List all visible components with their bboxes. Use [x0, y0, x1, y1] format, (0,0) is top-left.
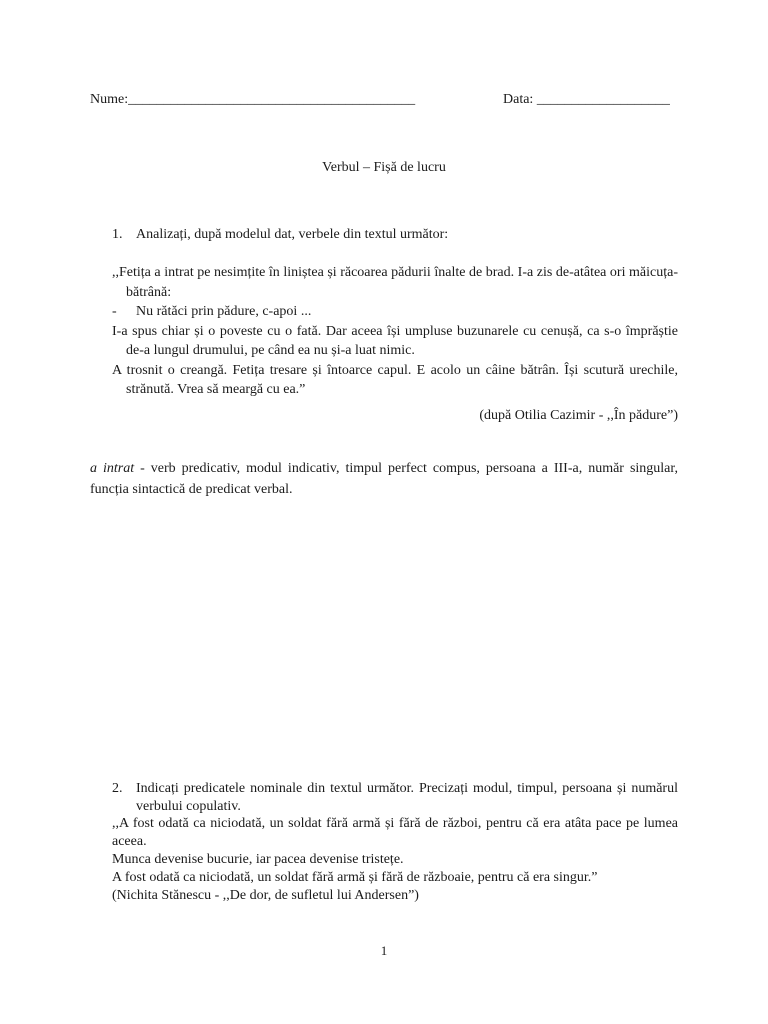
model-term: a intrat — [90, 461, 135, 476]
model-analysis: - verb predicativ, modul indicativ, timpul perfect compus, persoana a III-a, număr singular, funcția sintactică de predicat verbal. — [90, 461, 678, 497]
quote2-line-3: A fost odată ca niciodată, un soldat fără armă și fără de războaie, pentru că era singur.” — [112, 870, 598, 885]
quote-source: (după Otilia Cazimir - ,,În pădure”) — [479, 407, 678, 423]
exercise-2-instruction — [112, 780, 678, 816]
name-field-label: Nume:_________________________________________ — [90, 92, 416, 107]
page-title: Verbul – Fișă de lucru — [322, 160, 446, 175]
model-answer — [90, 458, 678, 500]
quote-dialogue: Nu rătăci prin pădure, c-apoi ... — [136, 304, 312, 319]
exercise-2-number: 2. — [112, 781, 123, 796]
quote2-line-1: ,,A fost odată ca niciodată, un soldat fără armă și fără de război, pentru că era atâta pace pe lumea aceea. — [112, 816, 678, 849]
quote2-line-2: Munca devenise bucurie, iar pacea devenise tristețe. — [112, 852, 404, 867]
page-number: 1 — [380, 943, 388, 958]
date-field-label: Data: ___________________ — [503, 92, 670, 107]
exercise-1-quote — [112, 263, 678, 425]
quote-paragraph-3: A trosnit o creangă. Fetița tresare și întoarce capul. E acolo un câine bătrân. Își scutură urechile, strănută. Vrea să meargă cu ea.” — [112, 362, 678, 397]
dialogue-dash: - — [112, 304, 117, 319]
quote-dialogue-line — [112, 302, 678, 322]
exercise-2-quote — [112, 815, 678, 905]
exercise-1-number: 1. — [112, 227, 123, 242]
quote2-source: (Nichita Stănescu - ,,De dor, de sufletul lui Andersen”) — [112, 888, 419, 903]
header — [90, 92, 678, 112]
exercise-1-text: Analizați, după modelul dat, verbele din textul următor: — [136, 227, 449, 242]
quote-paragraph-2: I-a spus chiar și o poveste cu o fată. Dar aceea își umpluse buzunarele cu cenușă, ca s-o împrăștie de-a lungul drumului, pe când ea nu și-a luat nimic. — [112, 323, 678, 358]
exercise-2-text: Indicați predicatele nominale din textul următor. Precizați modul, timpul, persoana și numărul verbului copulativ. — [136, 781, 678, 814]
exercise-1-instruction — [112, 226, 678, 244]
quote-paragraph-1: ,,Fetița a intrat pe nesimțite în liniștea și răcoarea pădurii înalte de brad. I-a zis de-atâtea ori măicuța-bătrână: — [112, 265, 678, 300]
